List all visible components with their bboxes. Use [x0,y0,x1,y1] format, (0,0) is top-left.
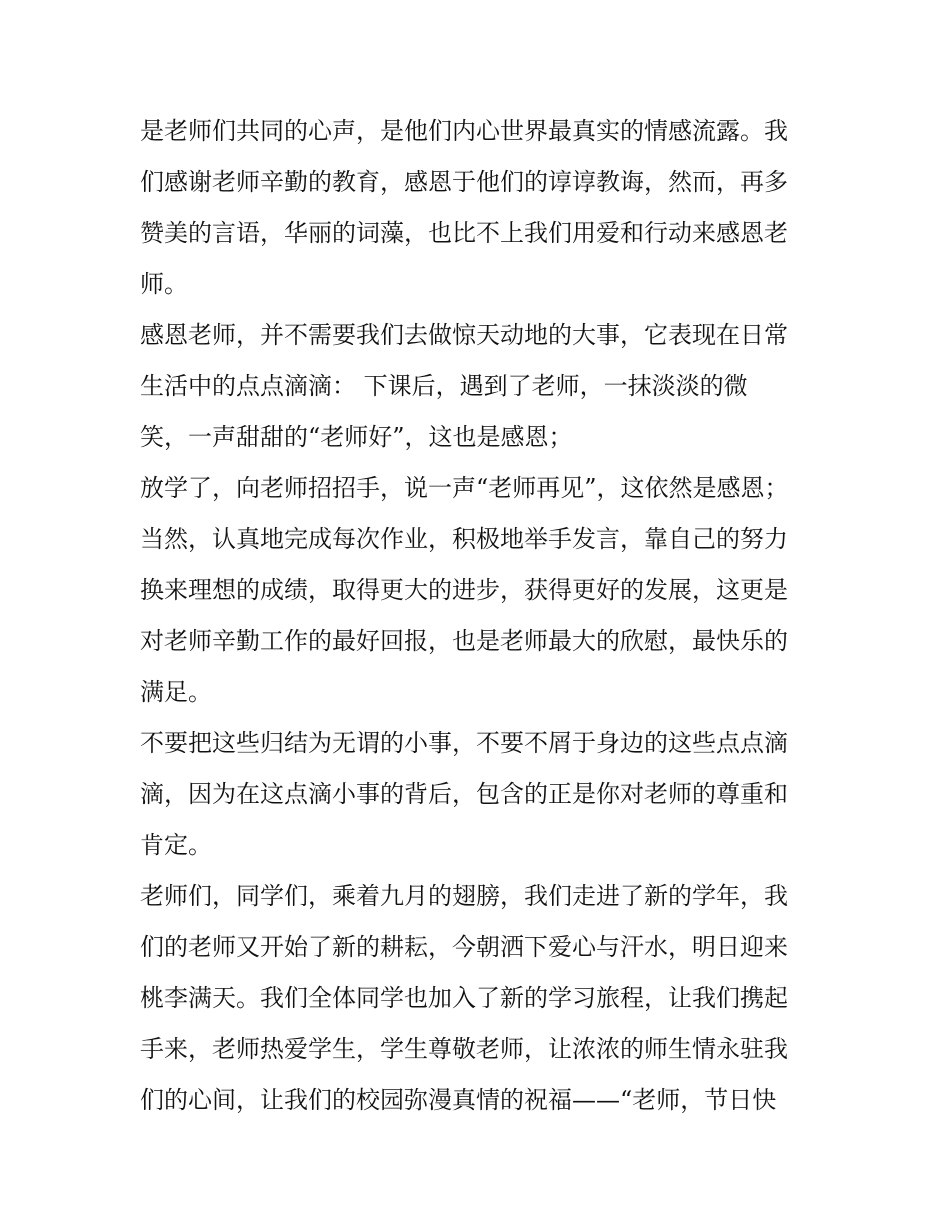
text-line: 老师们，同学们，乘着九月的翅膀，我们走进了新的学年，我 [140,882,788,910]
text-line: 放学了，向老师招招手，说一声“老师再见”，这依然是感恩； [140,474,789,502]
text-line: 感恩老师，并不需要我们去做惊天动地的大事，它表现在日常 [140,321,788,349]
text-line: 滴，因为在这点滴小事的背后，包含的正是你对老师的尊重和 [140,780,788,808]
text-line: 手来，老师热爱学生，学生尊敬老师，让浓浓的师生情永驻我 [140,1035,788,1063]
text-line: 赞美的言语，华丽的词藻，也比不上我们用爱和行动来感恩老 [140,219,788,247]
text-line: 笑，一声甜甜的“老师好”，这也是感恩； [140,423,573,451]
text-line: 不要把这些归结为无谓的小事，不要不屑于身边的这些点点滴 [140,729,788,757]
text-line: 当然，认真地完成每次作业，积极地举手发言，靠自己的努力 [140,525,788,553]
text-line: 们的老师又开始了新的耕耘，今朝洒下爱心与汗水，明日迎来 [140,933,788,961]
text-line: 换来理想的成绩，取得更大的进步，获得更好的发展，这更是 [140,576,788,604]
text-line: 师。 [140,270,188,298]
text-line: 肯定。 [140,831,212,859]
document-body [140,106,820,1126]
text-line: 是老师们共同的心声，是他们内心世界最真实的情感流露。我 [140,117,788,145]
text-line: 满足。 [140,678,212,706]
text-line: 生活中的点点滴滴： 下课后，遇到了老师，一抹淡淡的微 [140,372,748,400]
text-line: 们的心间，让我们的校园弥漫真情的祝福——“老师，节日快 [140,1086,777,1114]
text-line: 桃李满天。我们全体同学也加入了新的学习旅程，让我们携起 [140,984,788,1012]
text-line: 对老师辛勤工作的最好回报，也是老师最大的欣慰，最快乐的 [140,627,788,655]
text-line: 们感谢老师辛勤的教育，感恩于他们的谆谆教诲，然而，再多 [140,168,788,196]
